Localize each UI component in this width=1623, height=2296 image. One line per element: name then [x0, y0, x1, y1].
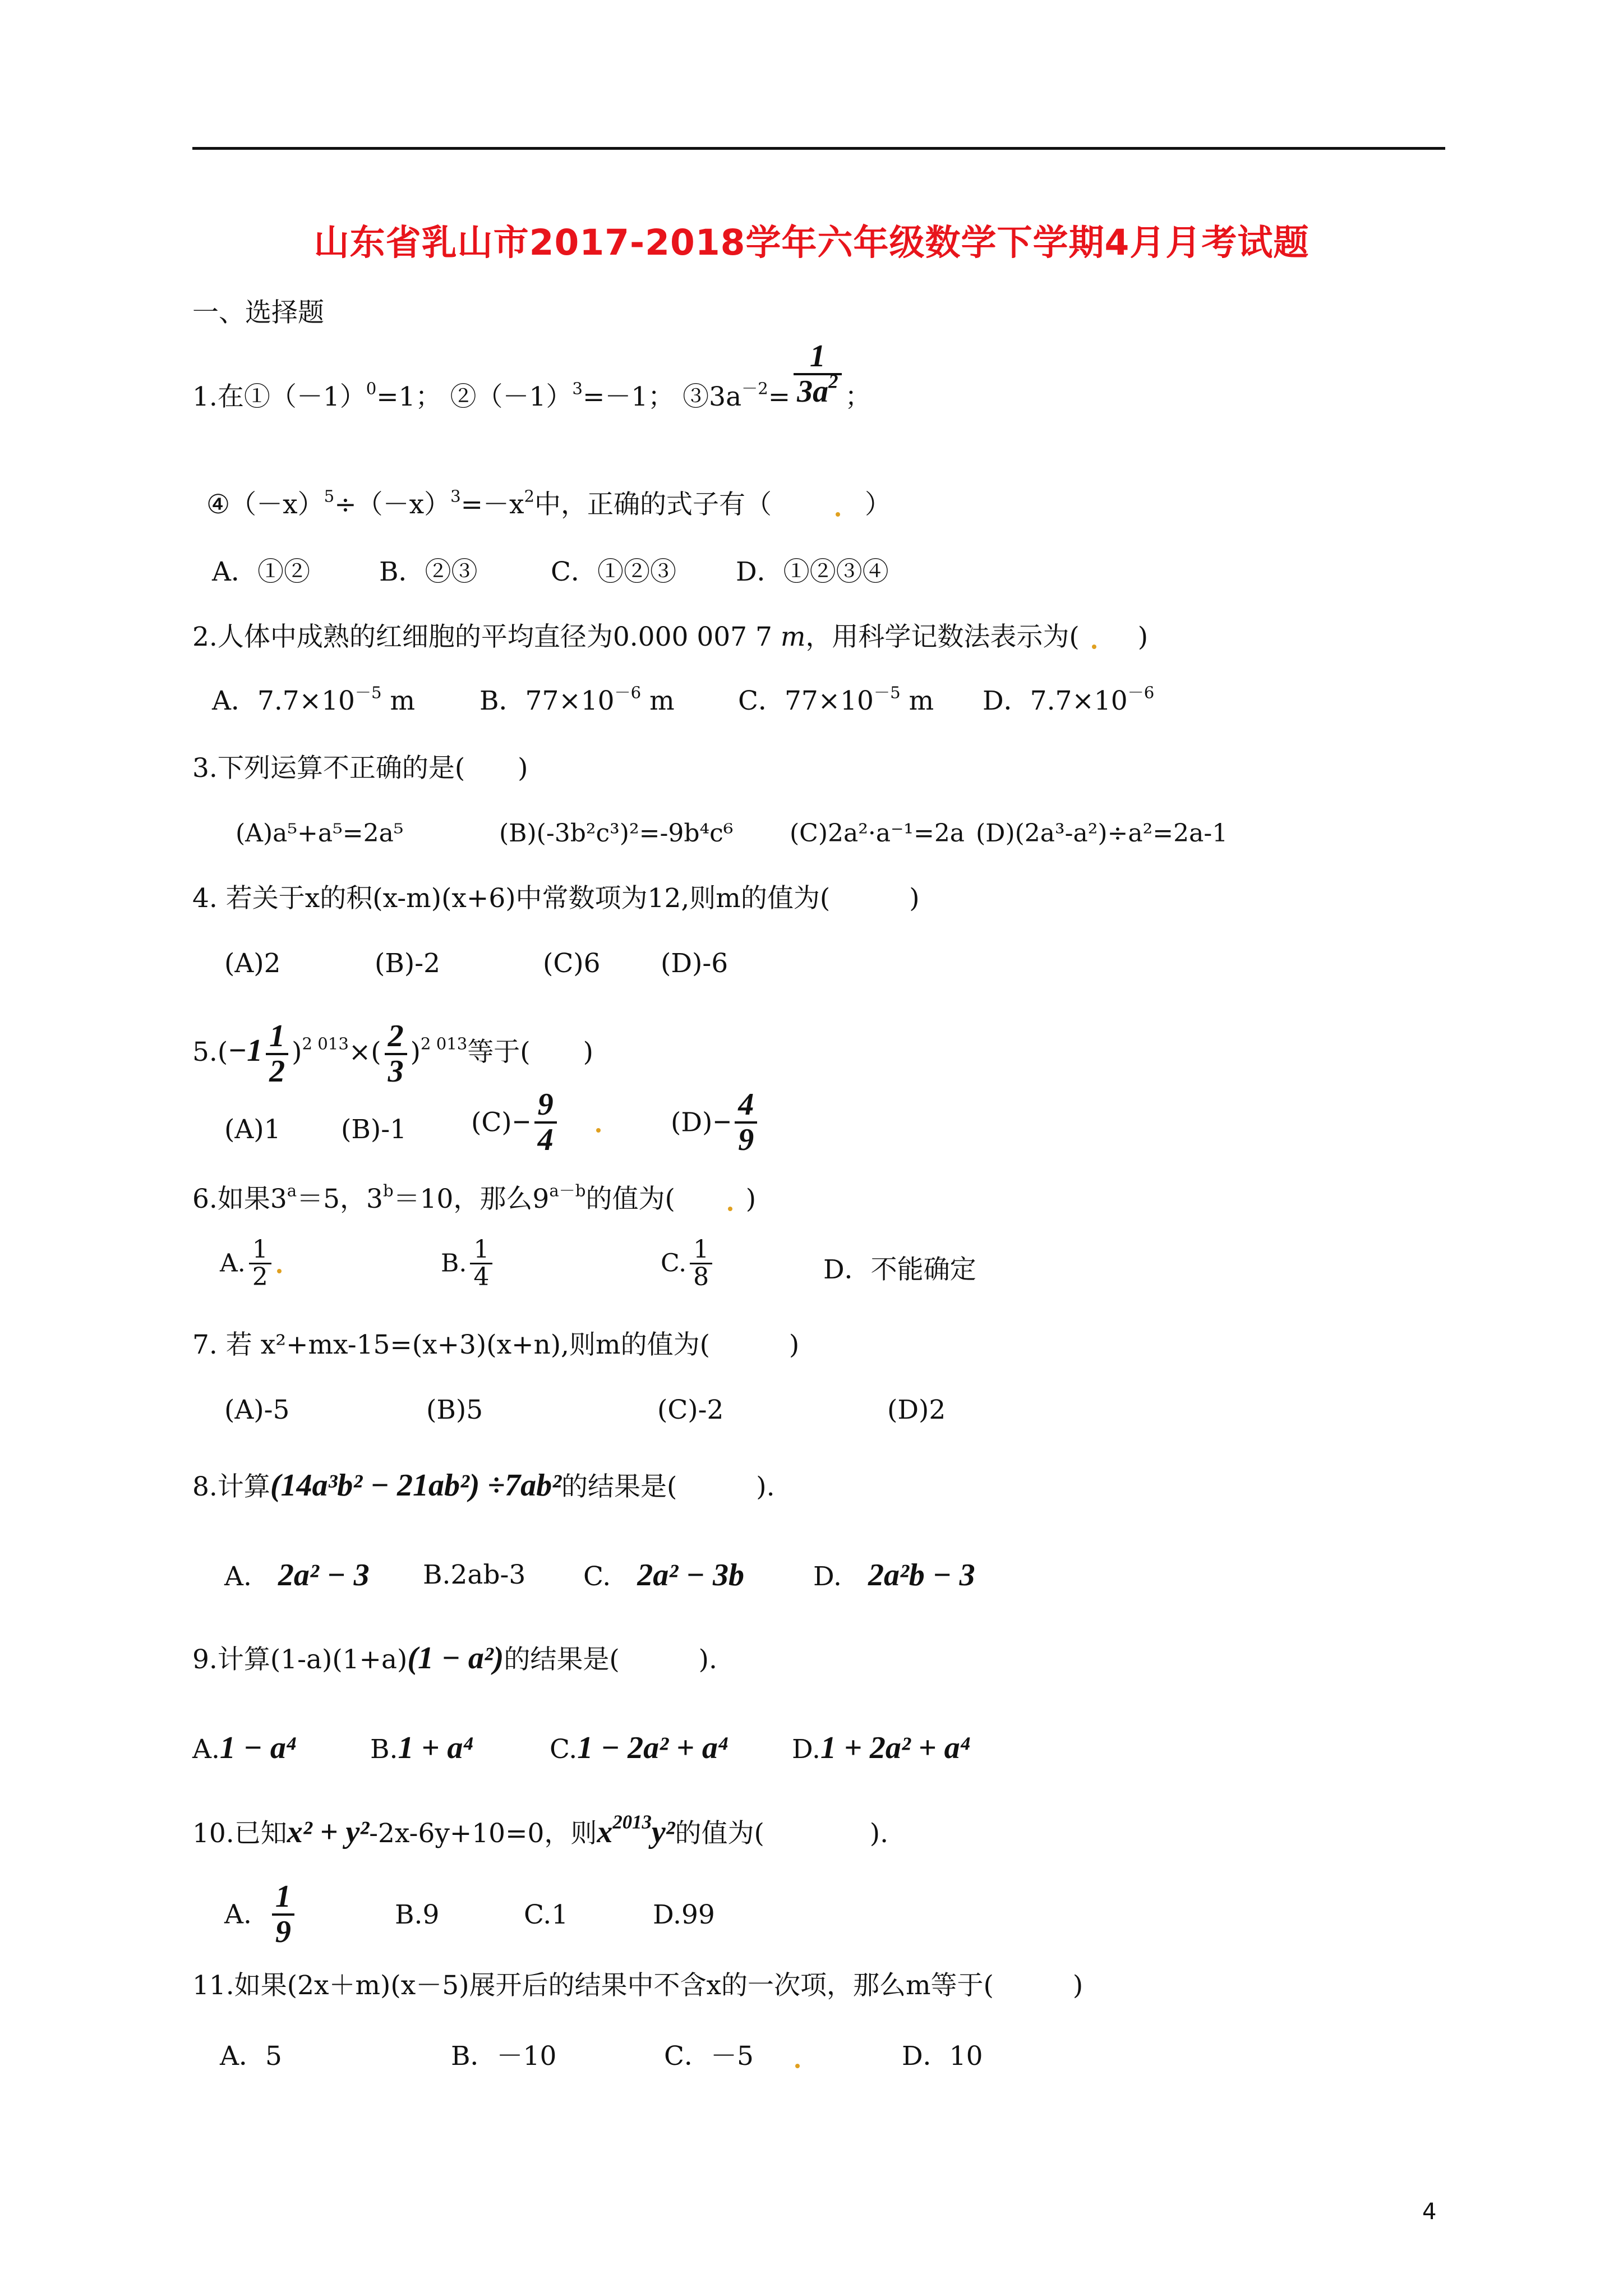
answer-blank-mark: [836, 512, 840, 517]
q3-option-d: (D)(2a³-a²)÷a²=2a-1: [976, 819, 1228, 848]
q5-option-d: (D)− $\frac{4}{9}$: [671, 1088, 760, 1157]
q1-option-a: A．①②: [212, 556, 310, 587]
q3-option-a: (A)a⁵+a⁵=2a⁵: [236, 819, 404, 848]
page-title: 山东省乳山市2017-2018学年六年级数学下学期4月月考试题: [313, 222, 1310, 263]
q6-option-d: D．不能确定: [823, 1254, 976, 1285]
question-8: 8.计算(14a³b² − 21ab²) ÷7ab²的结果是( ).: [192, 1468, 775, 1503]
page-number: 4: [1422, 2199, 1437, 2225]
fraction-1-over-3a2: $\frac{1}{3a^2}$: [794, 340, 841, 408]
q8-option-d: D. 2a²b − 3: [813, 1558, 975, 1593]
q7-option-c: (C)-2: [657, 1395, 724, 1425]
question-11: 11.如果(2x＋m)(x－5)展开后的结果中不含x的一次项，那么m等于( ): [192, 1970, 1083, 2001]
q10-option-a: A. $\frac{1}{9}$: [224, 1880, 298, 1949]
q8-option-b: B.2ab-3: [423, 1559, 526, 1590]
q11-option-a: A．5: [220, 2041, 282, 2072]
q6-option-b: B. $\frac{1}{4}$: [441, 1237, 496, 1290]
q8-option-a: A. 2a² − 3: [224, 1558, 370, 1593]
section-heading: 一、选择题: [192, 297, 324, 328]
answer-blank-mark: [1092, 645, 1096, 649]
q7-option-d: (D)2: [887, 1395, 946, 1425]
question-2: 2.人体中成熟的红细胞的平均直径为0.000 007 7 m，用科学记数法表示为( ): [192, 622, 1149, 652]
q11-option-d: D．10: [902, 2041, 983, 2072]
q7-option-b: (B)5: [426, 1395, 483, 1425]
q2-option-b: B．$77\times 10^{-6}$ m: [479, 683, 675, 716]
question-5: 5.(−1 $\frac{1}{2}$ )$^{2 013}$×( $\frac{2}{3}$ )$^{2 013}$等于( ): [192, 1019, 593, 1089]
q2-option-c: C．$77\times 10^{-5}$ m: [738, 683, 934, 716]
q5-option-a: (A)1: [224, 1114, 281, 1145]
question-4: 4. 若关于x的积(x-m)(x+6)中常数项为12,则m的值为( ): [192, 883, 920, 914]
q11-option-b: B．－10: [451, 2041, 557, 2072]
q6-option-c: C. $\frac{1}{8}$: [661, 1237, 716, 1290]
answer-blank-mark: [277, 1269, 282, 1273]
q9-option-b: B.1 + a⁴: [370, 1731, 474, 1765]
fraction-2-over-3: $\frac{2}{3}$: [385, 1020, 407, 1088]
q7-option-a: (A)-5: [224, 1395, 290, 1425]
q6-option-a: A. $\frac{1}{2}$: [220, 1237, 284, 1290]
q1-option-c: C．①②③: [551, 556, 676, 587]
q11-option-c: C．－5: [664, 2040, 802, 2073]
q10-option-d: D.99: [653, 1899, 715, 1930]
question-1-line-1: 1.在$①(-1)^0=1$； $②(-1)^3=-1$； $③3a^{-2}=$ $\frac{1}{3a^2}$ ；: [192, 339, 872, 412]
q10-option-b: B.9: [395, 1899, 440, 1930]
q3-option-b: (B)(-3b²c³)²=-9b⁴c⁶: [499, 819, 734, 848]
question-3: 3.下列运算不正确的是( ): [192, 753, 528, 784]
q8-option-c: C. 2a² − 3b: [583, 1558, 744, 1593]
answer-blank-mark: [795, 2064, 800, 2068]
question-6: 6.如果$3^a=5$，$3^b=10$，那么$9^{a-b}$的值为( ): [192, 1181, 757, 1214]
answer-blank-mark: [596, 1128, 601, 1133]
q9-option-a: A.1 − a⁴: [192, 1731, 297, 1765]
q4-option-d: (D)-6: [661, 948, 728, 979]
question-1-line-2: $④(-x)^5\div(-x)^3=-x^2$中，正确的式子有（ ）: [206, 486, 892, 520]
fraction-1-over-2: $\frac{1}{2}$: [266, 1020, 288, 1088]
q2-option-d: D．$7.7\times 10^{-6}$: [983, 683, 1155, 716]
answer-blank-mark: [728, 1207, 732, 1211]
q4-option-a: (A)2: [224, 948, 281, 979]
q3-option-c: (C)2a²·a⁻¹=2a: [790, 819, 965, 848]
q1-option-b: B．②③: [379, 556, 478, 587]
q5-option-b: (B)-1: [341, 1114, 407, 1145]
q2-option-a: A．$7.7\times 10^{-5}$ m: [212, 683, 416, 716]
q10-option-c: C.1: [524, 1899, 569, 1930]
q1-option-d: D．①②③④: [736, 556, 889, 587]
header-rule: [192, 147, 1445, 150]
q4-option-b: (B)-2: [375, 948, 440, 979]
question-10: 10.已知x² + y²-2x-6y+10=0，则$x^{2013}y^2$的值为( ).: [192, 1811, 889, 1849]
q9-option-d: D.1 + 2a² + a⁴: [792, 1731, 971, 1765]
q5-option-c: (C)− $\frac{9}{4}$: [471, 1088, 603, 1157]
question-9: 9.计算(1-a)(1+a)(1 − a²)的结果是( ).: [192, 1641, 717, 1676]
q4-option-c: (C)6: [543, 948, 601, 979]
q9-option-c: C.1 − 2a² + a⁴: [550, 1731, 729, 1765]
question-7: 7. 若 x²+mx-15=(x+3)(x+n),则m的值为( ): [192, 1329, 800, 1360]
